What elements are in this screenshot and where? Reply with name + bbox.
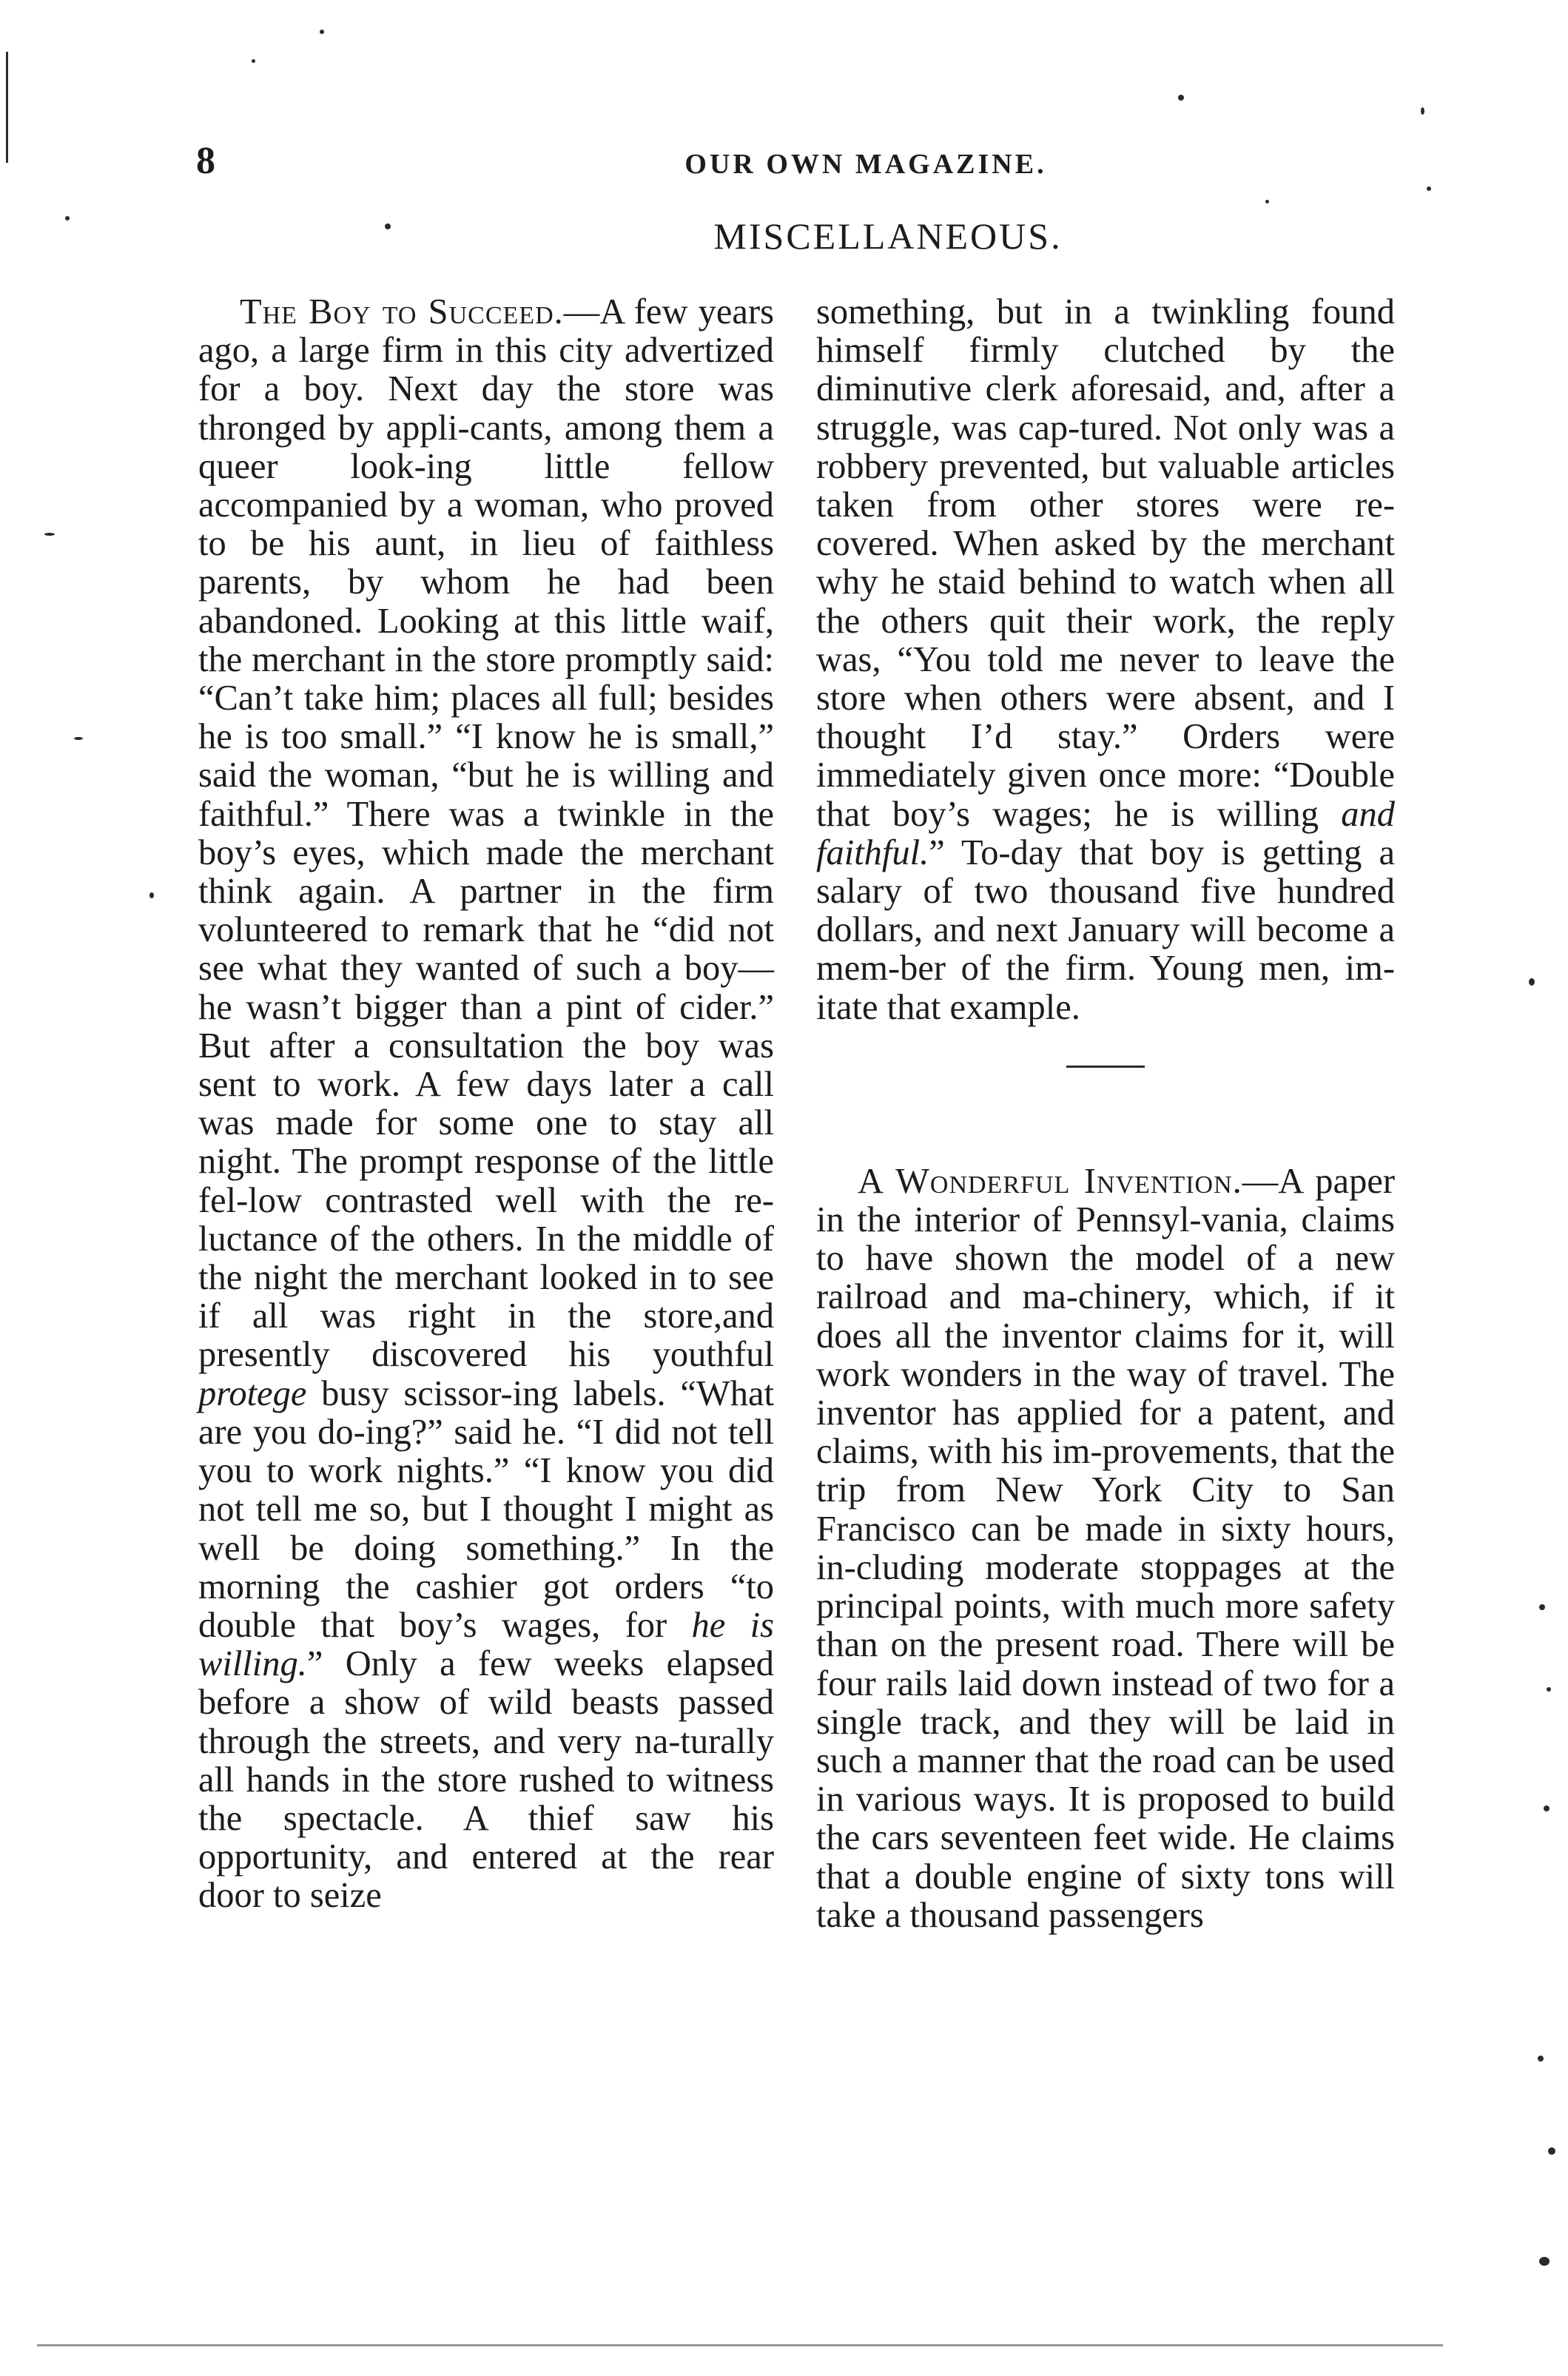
scan-speck [74, 737, 83, 740]
bottom-edge-mark [37, 2344, 1443, 2346]
scan-speck [1538, 2056, 1544, 2062]
article-title: The Boy to Succeed. [240, 292, 564, 332]
running-head: OUR OWN MAGAZINE. [684, 149, 1047, 180]
scan-speck [252, 59, 255, 63]
article-text: —A few years ago, a large firm in this city advertized for a boy. Next day the store was thronged by appli-cants, among them a queer look-ing little fellow accompanied by a woman, who proved to be his aunt, in lieu of faithless parents, by whom he had been abandoned. Looking at this little waif, the merchant in the store promptly said: “Can’t take him; places all full; besides he is too small.” “I know he is small,” said the woman, “but he is willing and faithful.” There was a twinkle in the boy’s eyes, which made the merchant think again. A partner in the firm volunteered to remark that he “did not see what they wanted of such a boy—he wasn’t bigger than a pint of cider.” But after a consultation the boy was sent to work. A few days later a call was made for some one to stay all night. The prompt response of the little fel-low contrasted well with the re-luctance of the others. In the middle of the night the merchant looked in to see if all was right in the store,and presently discovered his youthful [198, 292, 774, 1375]
scan-speck [149, 892, 154, 898]
article-title: A Wonderful Invention. [858, 1161, 1242, 1201]
scan-speck [1265, 200, 1269, 203]
scan-speck [44, 533, 55, 536]
section-divider [1066, 1066, 1145, 1068]
article-text-italic: and faithful. [816, 794, 1395, 872]
scan-speck [65, 216, 70, 221]
article-text: busy scissor-ing labels. “What are you do-ing?” said he. “I did not tell you to work nights.” “I know you did not tell me so, but I thought I might as well be doing something.” In the morning the cashier got orders “to double that boy’s wages, for [198, 1373, 774, 1645]
article-paragraph [198, 293, 774, 1916]
article-text: ” Only a few weeks elapsed before a show of wild beasts passed through the streets, and very na-turally all hands in the store rushed to witness the spectacle. A thief saw his opportunity, and entered at the rear door to seize [198, 1644, 774, 1916]
scan-speck [1547, 1687, 1551, 1692]
left-edge-mark [6, 52, 8, 163]
article-text: ” To-day that boy is getting a salary of two thousand five hundred dollars, and next January will become a mem-ber of the firm. Young men, im-itate that example. [816, 832, 1395, 1027]
scan-speck [1539, 2257, 1550, 2266]
article-text: something, but in a twinkling found himself firmly clutched by the diminutive clerk aforesaid, and, after a struggle, was cap-tured. Not only was a robbery prevented, but valuable articles taken from other stores were re-covered. When asked by the merchant why he staid behind to watch when all the others quit their work, the reply was, “You told me never to leave the store when others were absent, and I thought I’d stay.” Orders were immediately given once more: “Double that boy’s wages; he is willing [816, 292, 1395, 834]
scan-speck [1178, 95, 1184, 101]
article-text-italic: protege [198, 1373, 307, 1413]
scan-speck [1544, 1805, 1550, 1811]
scan-speck [1529, 978, 1535, 986]
left-column [198, 293, 774, 1916]
page-number: 8 [196, 140, 216, 182]
article-paragraph-continued [816, 293, 1395, 1027]
scan-speck [1421, 107, 1424, 115]
scan-speck [1548, 2147, 1555, 2155]
right-column [816, 293, 1395, 1935]
section-title: MISCELLANEOUS. [713, 215, 1063, 257]
scan-speck [1427, 186, 1431, 191]
article-text-italic: he is willing. [198, 1605, 774, 1684]
article-text: —A paper in the interior of Pennsyl-vania, claims to have shown the model of a new railroad and ma-chinery, which, if it does all the inventor claims for it, will work wonders in the way of travel. The inventor has applied for a patent, and claims, with his im-provements, that the trip from New York City to San Francisco can be made in sixty hours, in-cluding moderate stoppages at the principal points, with much more safety than on the present road. There will be four rails laid down instead of two for a single track, and they will be laid in such a manner that the road can be used in various ways. It is proposed to build the cars seventeen feet wide. He claims that a double engine of sixty tons will take a thousand passengers [816, 1161, 1395, 1935]
scan-speck [1539, 1604, 1545, 1610]
scan-speck [320, 30, 324, 34]
article-paragraph [816, 1162, 1395, 1935]
